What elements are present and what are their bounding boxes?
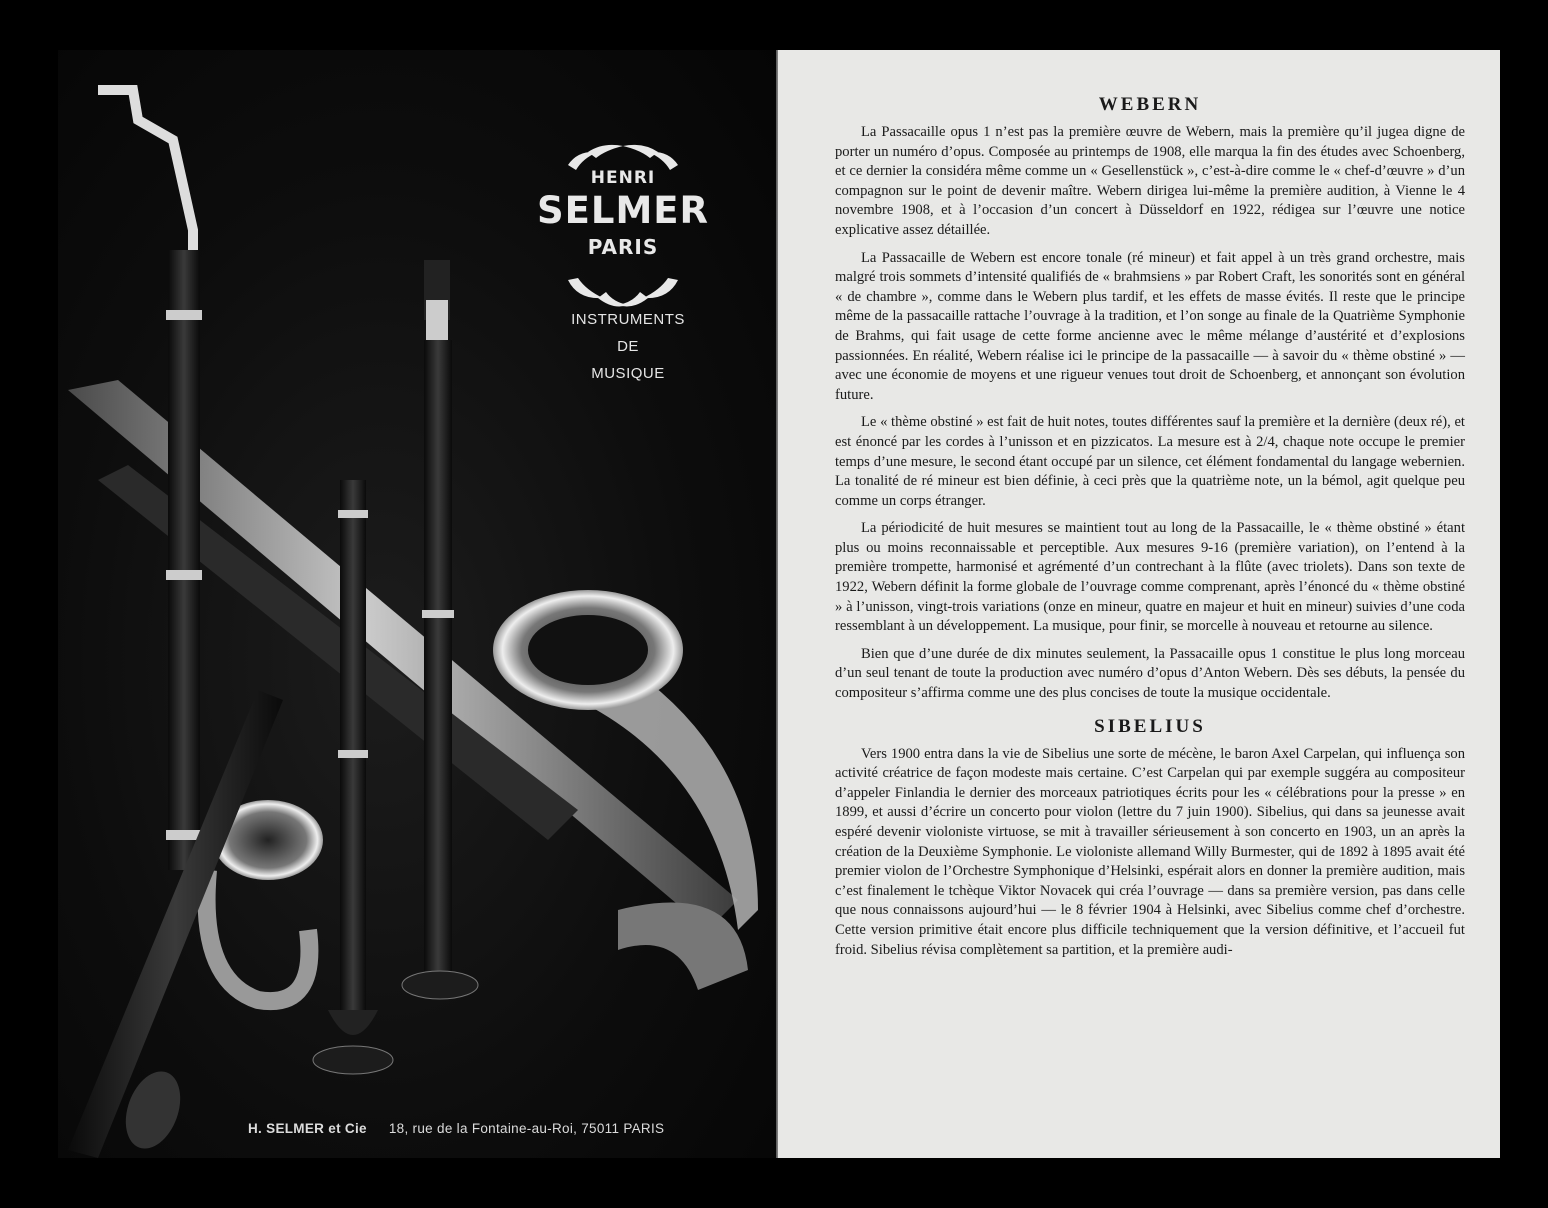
text-page [778,50,1500,1158]
advertisement-page [58,50,778,1158]
tagline-line: INSTRUMENTS [571,311,685,328]
selmer-logo [528,140,718,320]
paragraph: Vers 1900 entra dans la vie de Sibelius une sorte de mécène, le baron Axel Carpelan, qui influença son activité créatrice de façon modeste mais certaine. C’est Carpelan qui par exemple suggéra au compositeur d’appeler Finlandia le dernier des morceaux patriotiques écrits pour les « célébrations pour la presse » en 1899, et aussi d’écrire un concerto pour violon (lettre du 7 juin 1900). Sibelius, qui dans sa jeunesse avait espéré devenir violoniste virtuose, se mit à travailler sérieusement à son concerto en 1903, un an après la création de la Deuxième Symphonie. Le violoniste allemand Willy Burmester, qui de 1892 à 1895 avait été premier violon de l’Orchestre Symphonique d’Helsinki, espérait alors en donner la première audition, mais c’est finalement le tchèque Viktor Novacek qui créa l’ouvrage — dans sa première version, pas dans celle que nous connaissons aujourd’hui — le 8 février 1904 à Helsinki, avec Sibelius comme chef d’orchestre. Cette version primitive était encore plus difficile techniquement que la version définitive, et l’accueil fut froid. Sibelius révisa complètement sa partition, et la première audi- [835,745,1465,958]
tenor-sax [618,903,748,991]
company-footer [248,1121,664,1136]
company-address: 18, rue de la Fontaine-au-Roi, 75011 PARIS [388,1121,665,1136]
section-heading-sibelius: SIBELIUS [1094,715,1206,737]
tagline-line: DE [617,338,639,355]
article-column [835,94,1465,968]
logo-paris: PARIS [587,235,659,259]
logo-henri: HENRI [590,168,656,188]
paragraph: La périodicité de huit mesures se maintient tout au long de la Passacaille, le « thème obstiné » étant plus ou moins reconnaissable et perceptible. Aux mesures 9-16 (première variation), on l’entend à la première trompette, harmonisé et agrémenté d’un contrechant à la flûte (avec triolets). Dans son texte de 1922, Webern définit la forme globale de l’ouvrage comme comprenant, après l’énoncé du « thème obstiné » à l’unisson, vingt-trois variations (onze en mineur, quatre en majeur et huit en mineur) suivies d’une coda ressemblant à un développement. La musique, pour finir, se morcelle à nouveau et retourne au silence. [835,520,1465,635]
paragraph: La Passacaille de Webern est encore tonale (ré mineur) et fait appel à un très grand orchestre, mais malgré trois sommets d’intensité qualifiés de « brahmsiens » par Robert Craft, les sonorités sont en général « de chambre », comme dans le Webern plus tardif, et les effets de masse évités. Il reste que le principe même de la passacaille rattache l’ouvrage à la tradition, et l’on songe au finale de la Quatrième Symphonie de Brahms, qui fait usage de cette forme ancienne avec le même mélange d’austérité et d’explosions passionnées. En réalité, Webern réalise ici le principe de la passacaille — à savoir du « thème obstiné » — avec une économie de moyens et une rigueur venues tout droit de Schoenberg, et annonçant son évolution future. [835,249,1465,403]
tagline-line: MUSIQUE [591,365,665,382]
company-name: H. SELMER et Cie [248,1121,367,1136]
paragraph: Bien que d’une durée de dix minutes seulement, la Passacaille opus 1 constitue le plus long morceau d’un seul tenant de toute la production avec numéro d’opus d’Anton Webern. Dès ses débuts, la pensée du compositeur s’affirma comme une des plus concises de toute la musique occidentale. [835,645,1465,702]
logo-selmer: SELMER [536,189,710,232]
paragraph: Le « thème obstiné » est fait de huit notes, toutes différentes sauf la première et la dernière (deux ré), et est énoncé par les cordes à l’unisson et en pizzicatos. La mesure est à 2/4, chaque note occupe le premier temps d’une mesure, le second étant occupé par un silence, cet élément fondamental du langage webernien. La tonalité de ré mineur est bien définie, à ceci près que la quatrième note, un la bémol, agit quelque peu comme un corps étranger. [835,414,1465,509]
paragraph: La Passacaille opus 1 n’est pas la première œuvre de Webern, mais la première qu’il jugea digne de porter un numéro d’opus. Composée au printemps de 1908, elle marqua la fin des études avec Schoenberg, et ce dernier la considéra même comme un « Gesellenstück », c’est-à-dire comme le « chef-d’œuvre » d’un compagnon sur le point de devenir maître. Webern dirigea lui-même la première audition, à Vienne le 4 novembre 1908, et à l’occasion d’un concert à Düsseldorf en 1922, rédigea sur l’œuvre une notice explicative assez détaillée. [835,124,1465,238]
section-heading-webern: WEBERN [1098,94,1202,115]
tagline [533,306,723,387]
